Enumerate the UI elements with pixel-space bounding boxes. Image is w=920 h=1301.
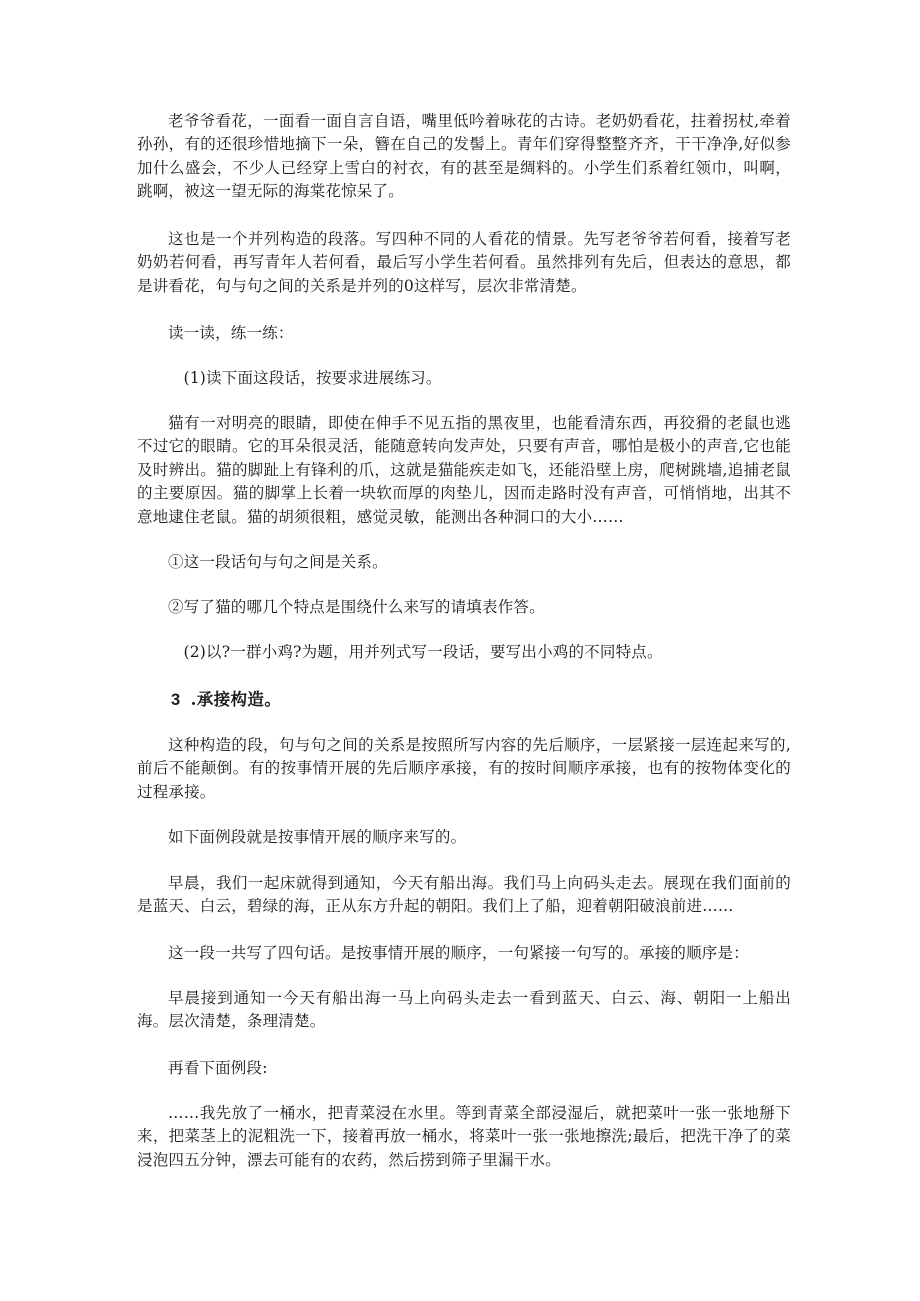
- section-number: 3: [171, 691, 181, 709]
- paragraph-sequential-structure-explanation: 这种构造的段，句与句之间的关系是按照所写内容的先后顺序，一层紧接一层连起来写的,前后不能颠倒。有的按事情开展的先后顺序承接，有的按时间顺序承接，也有的按物体变化的过程承接。: [137, 736, 791, 801]
- paragraph-parallel-structure-analysis: 这也是一个并列构造的段落。写四种不同的人看花的情景。先写老爷爷若何看，接着写老奶奶若何看，再写青年人若何看，最后写小学生若何看。虽然排列有先后，但表达的意思，都是讲看花，句与句之间的关系是并列的0这样写，层次非常清楚。: [137, 230, 791, 295]
- exercise-2-instruction: (2)以?一群小鸡?为题，用并列式写一段话，要写出小鸡的不同特点。: [183, 643, 663, 661]
- paragraph-cat-description: 猫有一对明亮的眼睛，即使在伸手不见五指的黑夜里，也能看清东西，再狡猾的老鼠也逃不过它的眼睛。它的耳朵很灵活，能随意转向发声处，只要有声音，哪怕是极小的声音,它也能及时辨出。猫的脚趾上有锋利的爪，这就是猫能疾走如飞，还能沿壁上房，爬树跳墙,追捕老鼠的主要原因。猫的脚掌上长着一块软而厚的肉垫儿，因而走路时没有声音，可悄悄地，出其不意地逮住老鼠。猫的胡须很粗，感觉灵敏，能测出各种洞口的大小……: [137, 414, 791, 526]
- exercise-question-1: ①这一段话句与句之间是关系。: [168, 553, 388, 571]
- exercise-1-instruction: (1)读下面这段话，按要求进展练习。: [183, 369, 442, 387]
- paragraph-washing-vegetables-example: ……我先放了一桶水，把青菜浸在水里。等到青菜全部浸湿后，就把菜叶一张一张地掰下来，把菜茎上的泥粗洗一下，接着再放一桶水，将菜叶一张一张地擦洗;最后，把洗干净了的菜浸泡四五分钟，漂去可能有的农药，然后捞到筛子里漏干水。: [137, 1104, 791, 1169]
- section-heading-sequential-structure: [171, 688, 281, 712]
- paragraph-sequence-summary: 早晨接到通知一今天有船出海一马上向码头走去一看到蓝天、白云、海、朝阳一上船出海。层次清楚，条理清楚。: [137, 989, 791, 1031]
- exercise-question-2: ②写了猫的哪几个特点是围绕什么来写的请填表作答。: [168, 598, 545, 616]
- paragraph-example-intro: 如下面例段就是按事情开展的顺序来写的。: [168, 828, 467, 846]
- paragraph-four-sentences-analysis: 这一段一共写了四句话。是按事情开展的顺序，一句紧接一句写的。承接的顺序是：: [168, 944, 749, 962]
- paragraph-old-people-viewing-flowers: 老爷爷看花，一面看一面自言自语，嘴里低吟着咏花的古诗。老奶奶看花，拄着拐杖,牵着孙孙，有的还很珍惜地摘下一朵，簪在自己的发髻上。青年们穿得整整齐齐，干干净净,好似参加什么盛会，不少人已经穿上雪白的衬衣，有的甚至是绸料的。小学生们系着红领巾，叫啊，跳啊，被这一望无际的海棠花惊呆了。: [137, 112, 791, 201]
- section-title: .承接构造。: [190, 690, 282, 709]
- paragraph-another-example-intro: 再看下面例段:: [168, 1059, 268, 1077]
- paragraph-read-and-practice: 读一读，练一练：: [168, 324, 294, 342]
- paragraph-morning-sea-example: 早晨，我们一起床就得到通知，今天有船出海。我们马上向码头走去。展现在我们面前的是蓝天、白云，碧绿的海，正从东方升起的朝阳。我们上了船，迎着朝阳破浪前进……: [137, 874, 791, 916]
